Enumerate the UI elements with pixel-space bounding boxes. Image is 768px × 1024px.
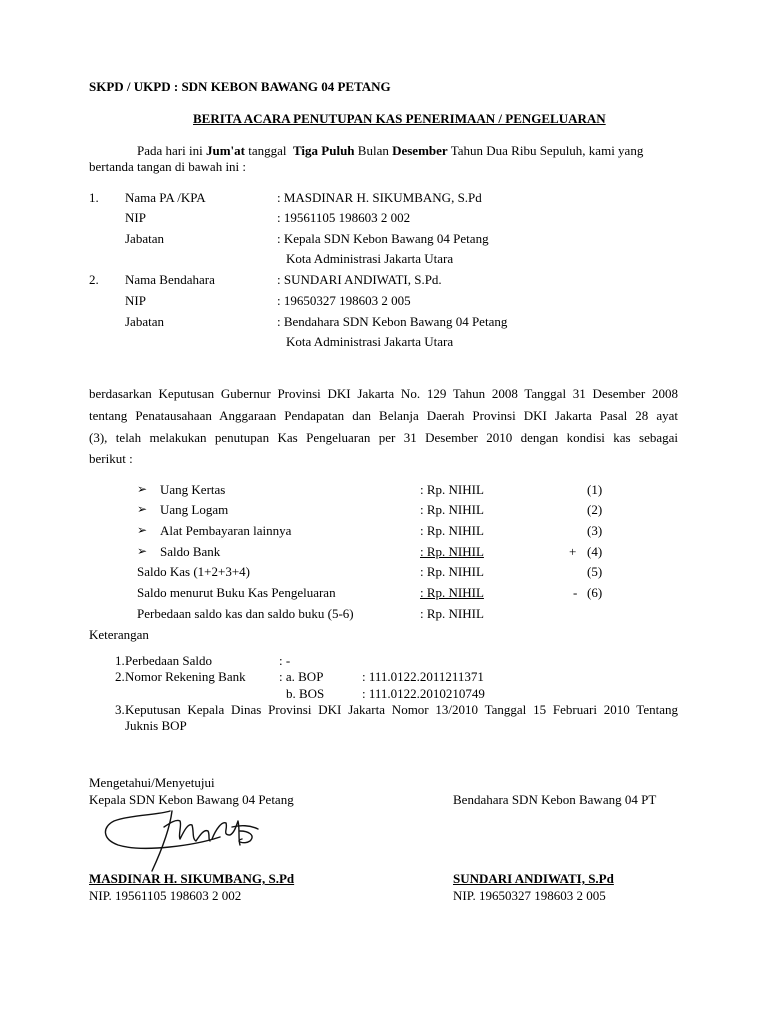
party-jabatan-label: Jabatan	[125, 314, 164, 329]
cash-item-label: Saldo Kas (1+2+3+4)	[137, 564, 250, 579]
body-line-3: (3), telah melakukan penutupan Kas Pengeluaran per 31 Desember 2010 dengan kondisi kas sebagai	[89, 430, 678, 445]
cash-item-label: Alat Pembayaran lainnya	[160, 523, 292, 538]
sum-operator: +	[569, 544, 577, 559]
party-nip-label: NIP	[125, 210, 146, 225]
bank-account-label-bos: b. BOS	[286, 686, 325, 701]
body-line-4: berikut :	[89, 451, 133, 466]
body-line-2: tentang Penatausahaan Anggaraan Pendapatan dan Belanja Daerah Provinsi DKI Jakarta Pasal 28 ayat	[89, 408, 678, 423]
right-signer-nip: NIP. 19650327 198603 2 005	[453, 888, 606, 903]
party-name-value: : MASDINAR H. SIKUMBANG, S.Pd	[277, 190, 482, 205]
approval-label: Mengetahui/Menyetujui	[89, 775, 215, 790]
keterangan-number: 3.	[115, 702, 125, 717]
left-signer-role: Kepala SDN Kebon Bawang 04 Petang	[89, 792, 294, 807]
arrow-bullet-icon: ➢	[137, 544, 148, 558]
party-jabatan-value: : Kepala SDN Kebon Bawang 04 Petang	[277, 231, 489, 246]
party-name-value: : SUNDARI ANDIWATI, S.Pd.	[277, 272, 442, 287]
right-signer-name: SUNDARI ANDIWATI, S.Pd	[453, 871, 614, 886]
skpd-header: SKPD / UKPD : SDN KEBON BAWANG 04 PETANG	[89, 79, 391, 94]
party-number: 1.	[89, 190, 99, 205]
handwritten-signature	[100, 805, 270, 875]
cash-item-number: (2)	[587, 502, 603, 517]
keterangan-label: Perbedaan Saldo	[125, 653, 213, 668]
bank-account-value-bos: : 111.0122.2010210749	[362, 686, 485, 701]
document-title: BERITA ACARA PENUTUPAN KAS PENERIMAAN / PENGELUARAN	[193, 111, 606, 126]
keterangan-number: 2.	[115, 669, 125, 684]
party-jabatan-value-2: Kota Administrasi Jakarta Utara	[286, 251, 454, 266]
difference-operator: -	[573, 585, 578, 600]
cash-item-number: (4)	[587, 544, 603, 559]
party-nip-value: : 19561105 198603 2 002	[277, 210, 411, 225]
cash-item-value: : Rp. NIHIL	[420, 606, 484, 621]
cash-item-value: : Rp. NIHIL	[420, 564, 484, 579]
party-nip-value: : 19650327 198603 2 005	[277, 293, 411, 308]
cash-item-value: : Rp. NIHIL	[420, 544, 484, 559]
party-jabatan-value: : Bendahara SDN Kebon Bawang 04 Petang	[277, 314, 508, 329]
right-signer-role: Bendahara SDN Kebon Bawang 04 PT	[453, 792, 657, 807]
party-jabatan-label: Jabatan	[125, 231, 164, 246]
body-line-1: berdasarkan Keputusan Gubernur Provinsi DKI Jakarta No. 129 Tahun 2008 Tanggal 31 Desember 2008	[89, 386, 678, 401]
intro-line-2: bertanda tangan di bawah ini :	[89, 159, 247, 174]
party-jabatan-value-2: Kota Administrasi Jakarta Utara	[286, 334, 454, 349]
party-name-label: Nama PA /KPA	[125, 190, 206, 205]
arrow-bullet-icon: ➢	[137, 482, 148, 496]
keterangan-value: : -	[279, 653, 291, 668]
keterangan-title: Keterangan	[89, 627, 149, 642]
party-number: 2.	[89, 272, 99, 287]
bank-account-value-bop: : 111.0122.2011211371	[362, 669, 484, 684]
party-name-label: Nama Bendahara	[125, 272, 215, 287]
arrow-bullet-icon: ➢	[137, 523, 148, 537]
cash-item-value: : Rp. NIHIL	[420, 502, 484, 517]
cash-item-number: (3)	[587, 523, 603, 538]
cash-item-label: Saldo menurut Buku Kas Pengeluaran	[137, 585, 336, 600]
keterangan-number: 1.	[115, 653, 125, 668]
cash-item-value: : Rp. NIHIL	[420, 585, 484, 600]
cash-item-label: Uang Logam	[160, 502, 229, 517]
party-nip-label: NIP	[125, 293, 146, 308]
cash-item-number: (5)	[587, 564, 603, 579]
keterangan-text: Keputusan Kepala Dinas Provinsi DKI Jakarta Nomor 13/2010 Tanggal 15 Februari 2010 Tentang	[125, 702, 678, 717]
intro-line-1: Pada hari ini Jum'at tanggal Tiga Puluh Bulan Desember Tahun Dua Ribu Sepuluh, kami yang	[137, 143, 644, 158]
cash-item-label: Saldo Bank	[160, 544, 221, 559]
cash-item-label: Perbedaan saldo kas dan saldo buku (5-6)	[137, 606, 354, 621]
keterangan-label: Nomor Rekening Bank	[125, 669, 246, 684]
cash-item-value: : Rp. NIHIL	[420, 523, 484, 538]
cash-item-number: (1)	[587, 482, 603, 497]
cash-item-label: Uang Kertas	[160, 482, 226, 497]
keterangan-text-2: Juknis BOP	[125, 718, 187, 733]
cash-item-number: (6)	[587, 585, 603, 600]
left-signer-nip: NIP. 19561105 198603 2 002	[89, 888, 242, 903]
bank-account-label-bop: : a. BOP	[279, 669, 324, 684]
cash-item-value: : Rp. NIHIL	[420, 482, 484, 497]
arrow-bullet-icon: ➢	[137, 502, 148, 516]
left-signer-name: MASDINAR H. SIKUMBANG, S.Pd	[89, 871, 295, 886]
